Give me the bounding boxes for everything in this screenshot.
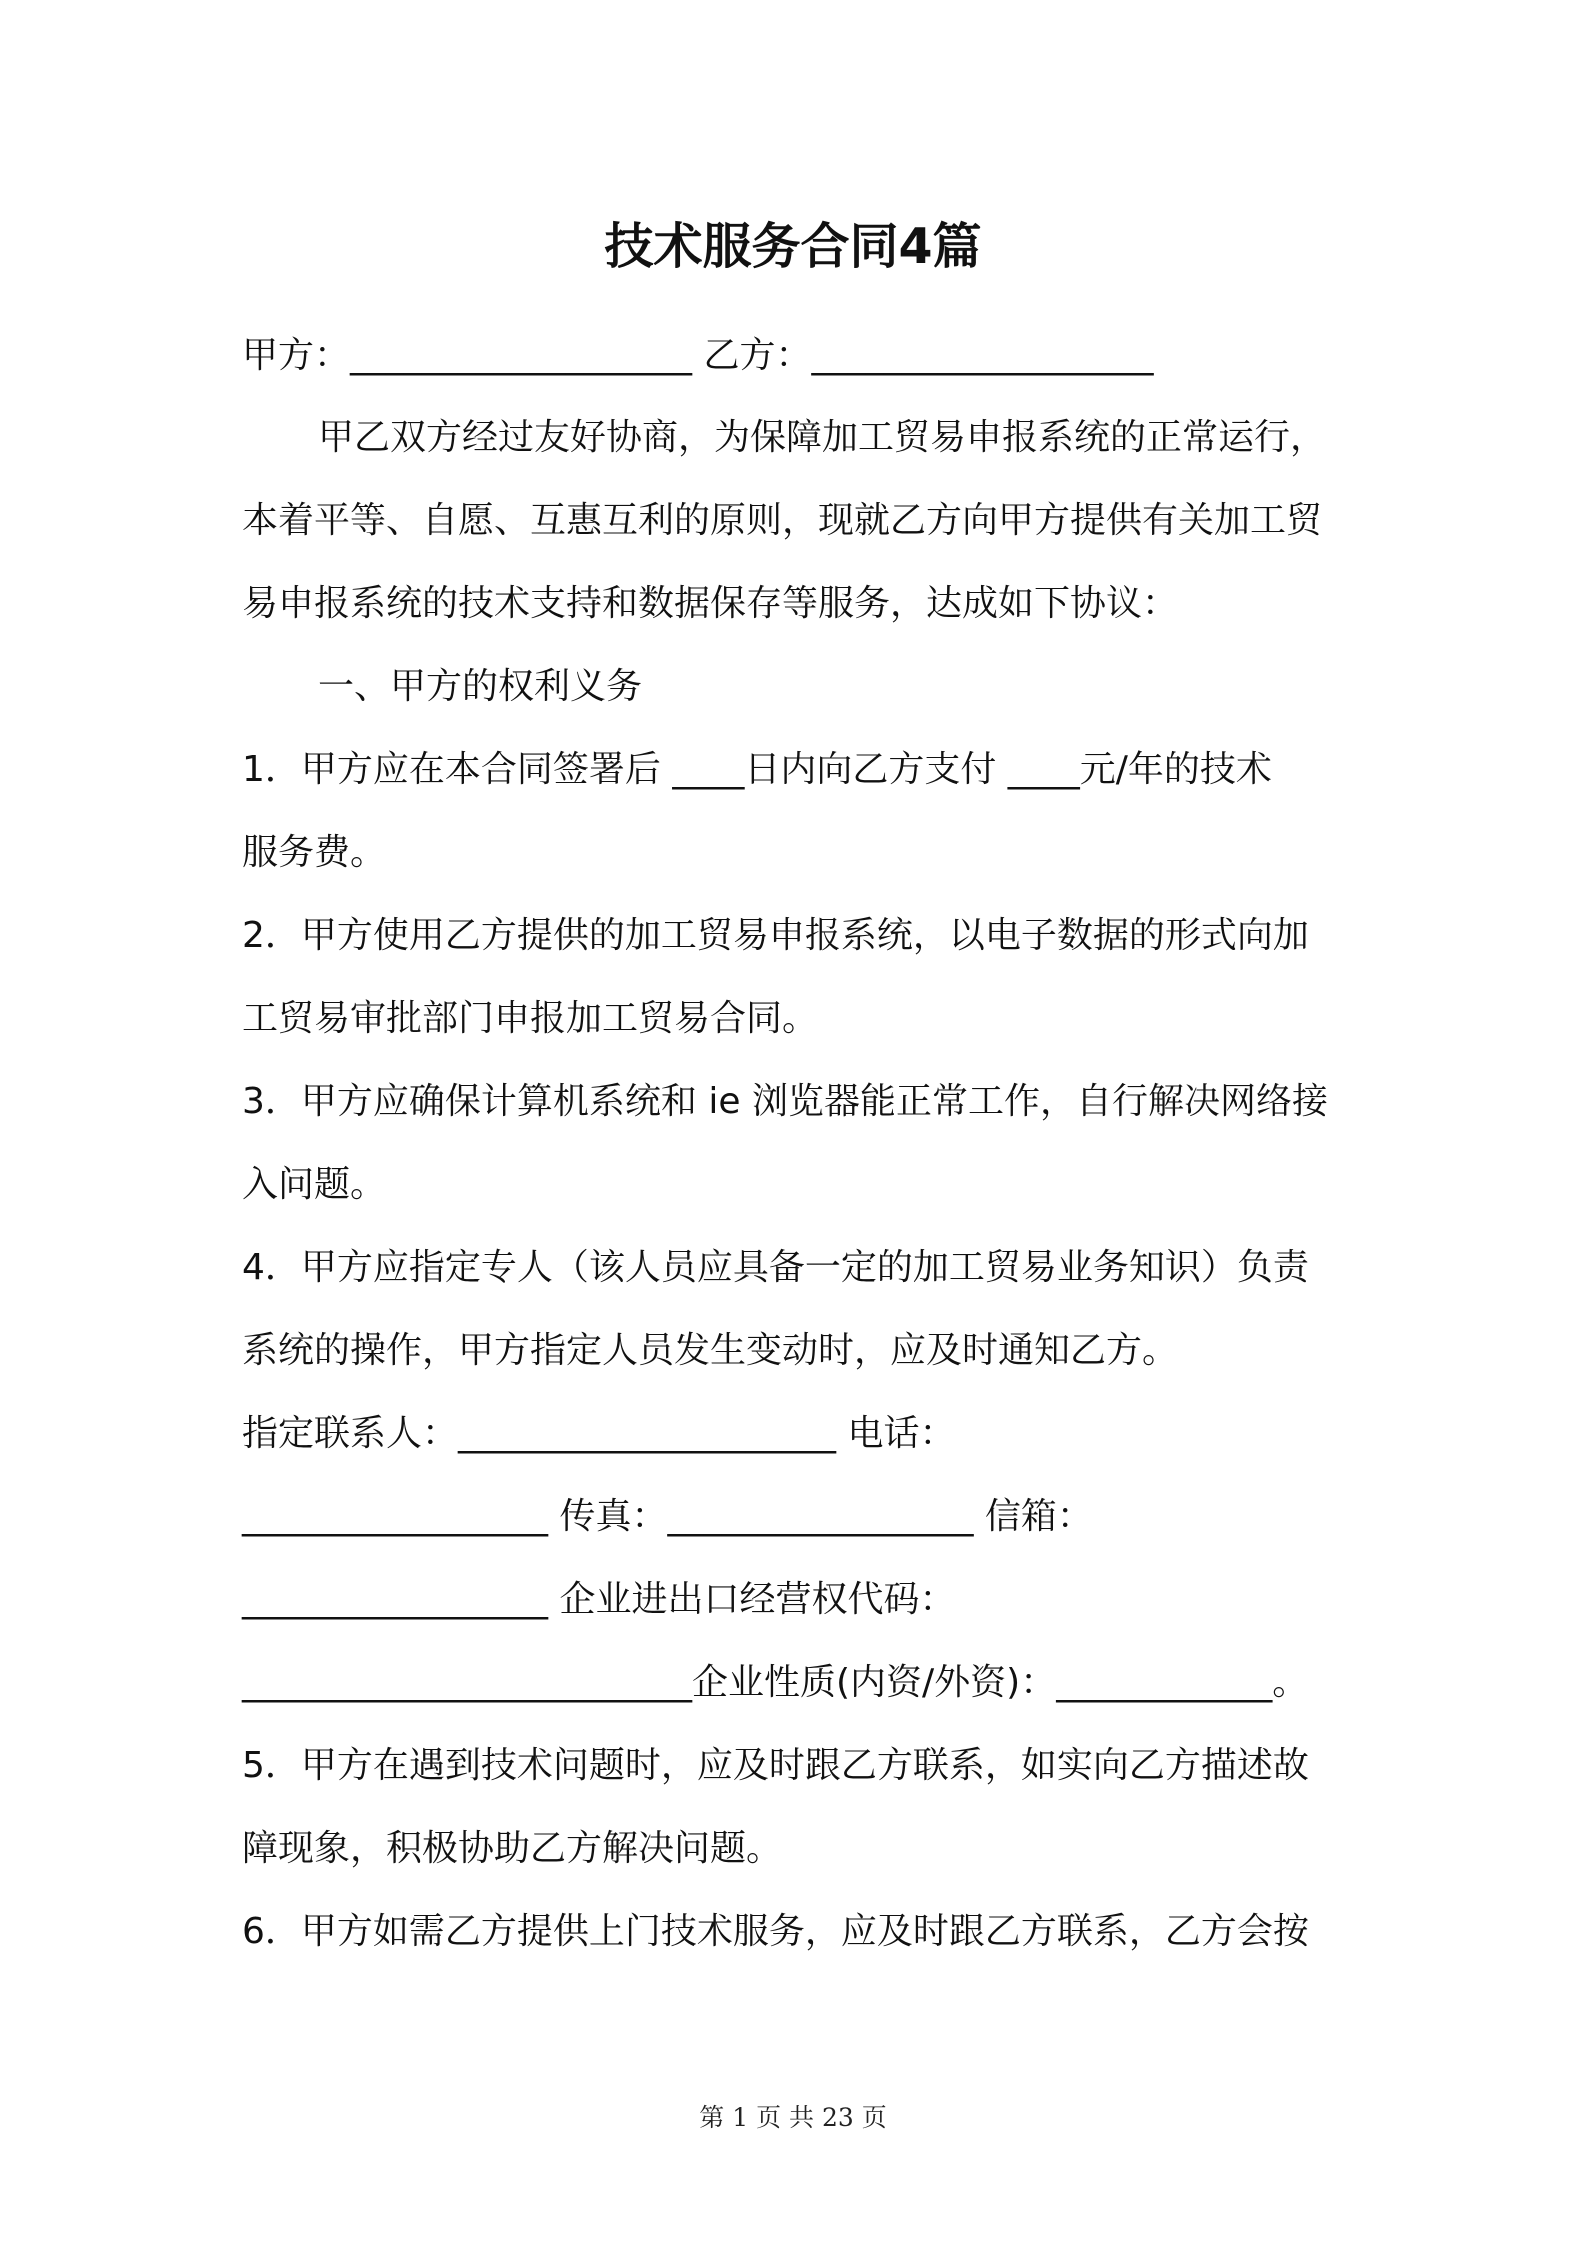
document-title: 技术服务合同4篇 xyxy=(604,218,982,275)
contact-line: 指定联系人：_____________________ 电话： xyxy=(242,1413,956,1454)
clause-line: 4．甲方应指定专人（该人员应具备一定的加工贸易业务知识）负责 xyxy=(242,1247,1309,1288)
clause-line: 入问题。 xyxy=(242,1164,387,1205)
clause-line: 系统的操作，甲方指定人员发生变动时，应及时通知乙方。 xyxy=(242,1330,1179,1371)
clause-line: 工贸易审批部门申报加工贸易合同。 xyxy=(242,998,819,1039)
clause-line: 6．甲方如需乙方提供上门技术服务，应及时跟乙方联系，乙方会按 xyxy=(242,1911,1309,1952)
page-number-footer: 第 1 页 共 23 页 xyxy=(699,2103,887,2132)
contact-line: _________________ 传真：_________________ 信箱： xyxy=(242,1496,1093,1537)
clause-line: 障现象，积极协助乙方解决问题。 xyxy=(242,1828,783,1869)
clause-line: 3．甲方应确保计算机系统和 ie 浏览器能正常工作，自行解决网络接 xyxy=(242,1081,1328,1122)
contact-line: _________________ 企业进出口经营权代码： xyxy=(242,1579,956,1620)
contact-line: _________________________企业性质(内资/外资)：____________。 xyxy=(242,1662,1309,1703)
paragraph-line: 本着平等、自愿、互惠互利的原则，现就乙方向甲方提供有关加工贸 xyxy=(242,500,1323,541)
paragraph-line: 甲乙双方经过友好协商，为保障加工贸易申报系统的正常运行， xyxy=(318,417,1327,458)
party-line: 甲方：___________________ 乙方：___________________ xyxy=(242,335,1154,376)
paragraph-line: 易申报系统的技术支持和数据保存等服务，达成如下协议： xyxy=(242,583,1179,624)
clause-line: 1．甲方应在本合同签署后 ____日内向乙方支付 ____元/年的技术 xyxy=(242,749,1272,790)
clause-line: 5．甲方在遇到技术问题时，应及时跟乙方联系，如实向乙方描述故 xyxy=(242,1745,1309,1786)
section-heading: 一、甲方的权利义务 xyxy=(318,666,643,707)
clause-line: 服务费。 xyxy=(242,832,387,873)
clause-line: 2．甲方使用乙方提供的加工贸易申报系统，以电子数据的形式向加 xyxy=(242,915,1309,956)
